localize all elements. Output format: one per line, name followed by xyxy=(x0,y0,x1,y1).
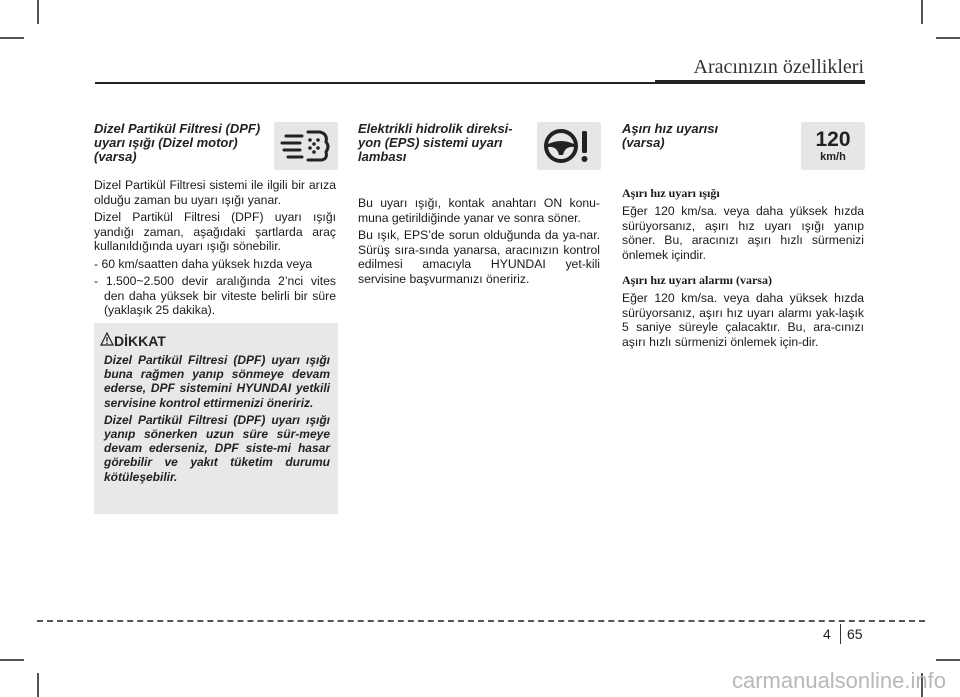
overspeed-alarm-text: Eğer 120 km/sa. veya daha yüksek hızda sürüyorsanız, aşırı hız uyarı alarmı yak-laşık 5 saniye süreyle çalacaktır. Bu, ara-cınızı aşırı hızlı sürmenizi önlemek için-dir. xyxy=(622,291,864,349)
dpf-paragraph: Dizel Partikül Filtresi sistemi ile ilgili bir arıza olduğu zaman bu uyarı ışığı yanar. xyxy=(94,178,336,207)
overspeed-title: Aşırı hız uyarısı (varsa) xyxy=(622,121,719,150)
caution-box xyxy=(94,323,338,514)
dpf-title: Dizel Partikül Filtresi (DPF) uyarı ışığı (Dizel motor) (varsa) xyxy=(94,121,261,164)
caution-paragraph: Dizel Partikül Filtresi (DPF) uyarı ışığı yanıp sönerken uzun süre sür-meye devam ederseniz, DPF siste-mi hasar görebilir ve yakıt tüketim durumu kötüleşebilir. xyxy=(104,412,330,484)
watermark: carmanualsonline.info xyxy=(731,668,946,693)
chapter-number: 4 xyxy=(823,626,831,642)
crop-mark xyxy=(936,659,960,661)
dpf-condition: - 1.500~2.500 devir aralığında 2’nci vites den daha yüksek bir viteste belirli bir süre (yaklaşık 25 dakika). xyxy=(94,274,336,317)
dpf-condition: - 60 km/saatten daha yüksek hızda veya xyxy=(94,256,313,271)
footer-dashed-rule xyxy=(37,620,925,622)
crop-mark xyxy=(921,0,923,24)
crop-mark xyxy=(936,37,960,39)
caution-paragraph: Dizel Partikül Filtresi (DPF) uyarı ışığı buna rağmen yanıp sönmeye devam ederse, DPF sistemini HYUNDAI yetkili servisine kontrol ettirmenizi öneririz. xyxy=(104,353,330,410)
eps-paragraph: Bu ışık, EPS’de sorun olduğunda da ya-nar. Sürüş sıra-sında yanarsa, aracınızın kontrol edilmesi amacıyla HYUNDAI yet-kili servisine başvurmanızı öneririz. xyxy=(358,228,600,286)
caution-body xyxy=(104,353,330,487)
steering-warning-icon xyxy=(537,122,601,170)
speed-limit-unit: km/h xyxy=(820,151,846,163)
overspeed-light-subtitle: Aşırı hız uyarı ışığı xyxy=(622,186,720,200)
caution-heading: DİKKAT xyxy=(114,333,166,349)
overspeed-alarm-subtitle: Aşırı hız uyarı alarmı (varsa) xyxy=(622,273,772,287)
eps-paragraph: Bu uyarı ışığı, kontak anahtarı ON konu-muna getirildiğinde yanar ve sonra söner. xyxy=(358,196,600,225)
dpf-paragraph: Dizel Partikül Filtresi (DPF) uyarı ışığı yandığı zaman, aşağıdaki şartlarda araç kullanıldığında uyarı ışığı sönebilir. xyxy=(94,210,336,253)
overspeed-light-text: Eğer 120 km/sa. veya daha yüksek hızda sürüyorsanız, aşırı hız uyarı ışığı yanıp söner. Bu, aracınızı aşırı hızlı sürmenizi önlemek içindir. xyxy=(622,204,864,262)
crop-mark xyxy=(37,0,39,24)
header-rule-accent xyxy=(655,80,865,84)
eps-title: Elektrikli hidrolik direksi-yon (EPS) sistemi uyarı lambası xyxy=(358,121,513,164)
page-number: 65 xyxy=(847,626,863,642)
crop-mark xyxy=(0,37,24,39)
dpf-warning-icon xyxy=(274,122,338,170)
speed-limit-icon xyxy=(801,122,865,170)
crop-mark xyxy=(0,659,24,661)
page-divider xyxy=(840,624,841,644)
crop-mark xyxy=(37,673,39,697)
speed-limit-value: 120 xyxy=(815,128,851,151)
page-header-title: Aracınızın özellikleri xyxy=(693,56,864,78)
warning-triangle-icon xyxy=(100,332,114,346)
